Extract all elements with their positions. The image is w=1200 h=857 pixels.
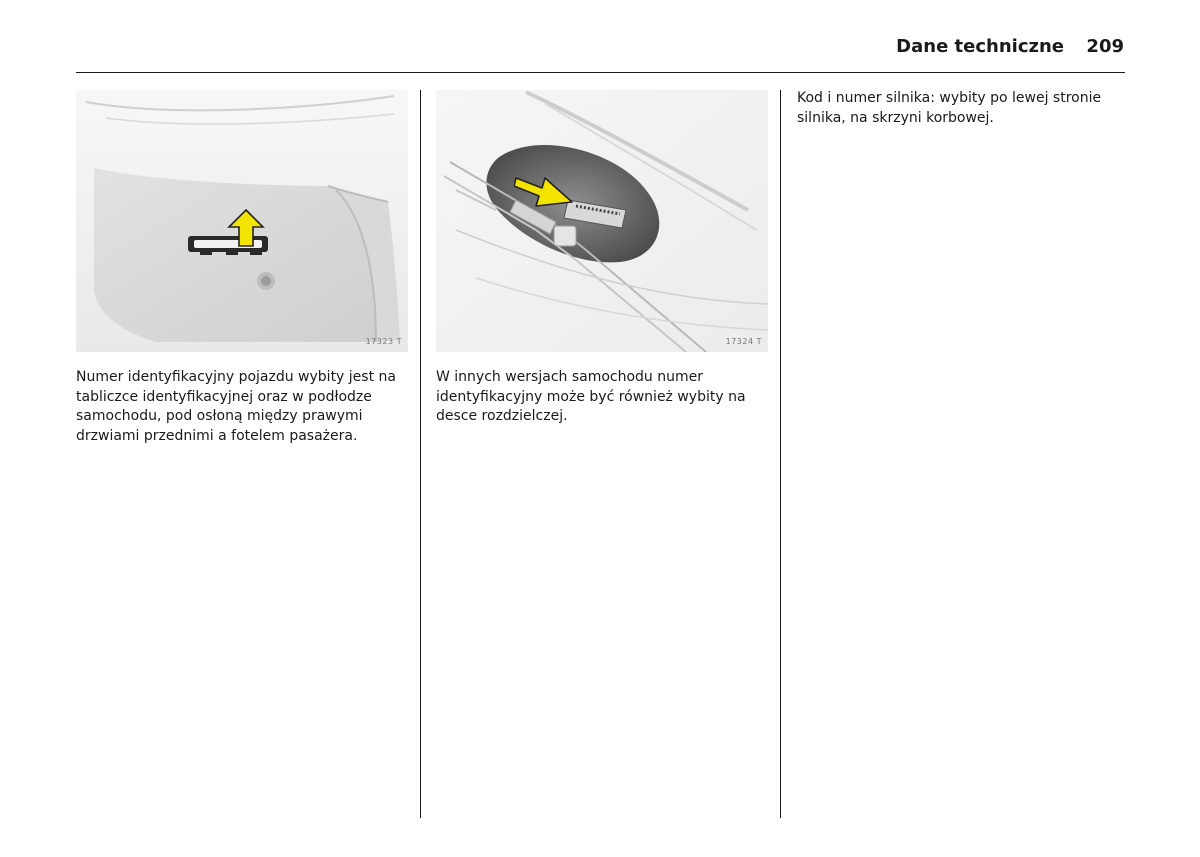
figure-dashboard-vin [436,90,768,352]
dashboard-illustration [436,90,768,352]
column-divider-2 [780,90,781,818]
up-arrow-icon [226,208,266,248]
page-number: 209 [1086,36,1124,57]
paragraph-dashboard-vin: W innych wersjach samochodu numer identyfikacyjny może być również wybity na desce rozdzielczej. [436,369,746,424]
figure-code-2: 17324 T [725,337,762,346]
right-arrow-icon [514,168,574,212]
figure-code-1: 17323 T [365,337,402,346]
header-rule [76,72,1125,73]
paragraph-engine-code: Kod i numer silnika: wybity po lewej stronie silnika, na skrzyni korbowej. [797,90,1102,126]
section-title: Dane techniczne [896,36,1064,57]
paragraph-floor-vin: Numer identyfikacyjny pojazdu wybity jest na tabliczce identyfikacyjnej oraz w podłodze samochodu, pod osłoną między prawymi drzwiami przednimi a fotelem pasażera. [76,369,396,444]
column-divider-1 [420,90,421,818]
figure-floor-vin-plate [76,90,408,352]
